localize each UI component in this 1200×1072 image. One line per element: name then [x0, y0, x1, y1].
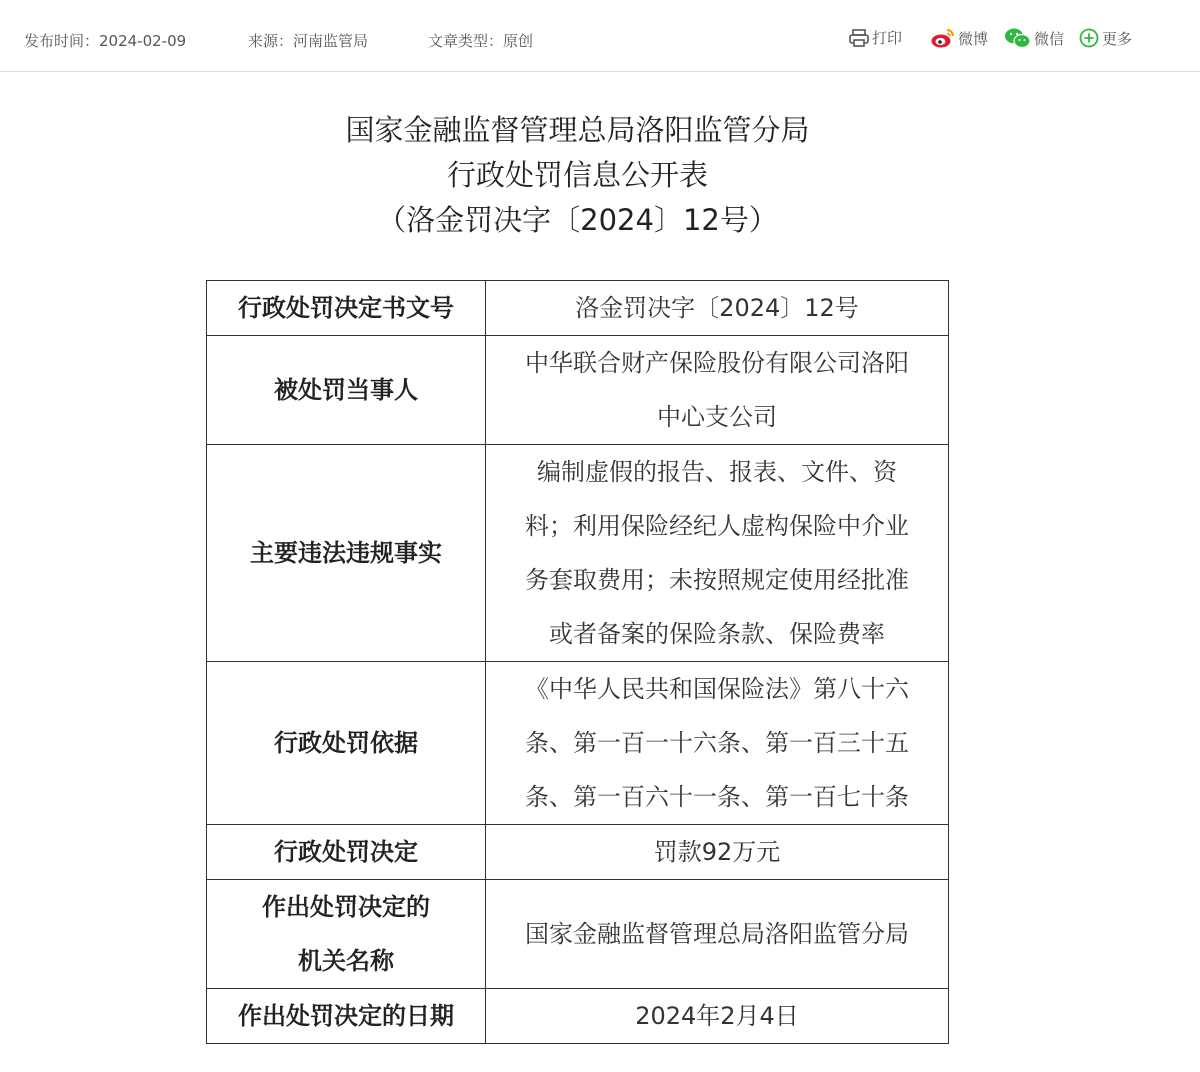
penalty-info-table [206, 280, 949, 1044]
print-label: 打印 [872, 29, 903, 47]
printer-icon [848, 28, 870, 48]
plus-circle-icon [1078, 27, 1100, 49]
more-share-button[interactable] [1078, 27, 1132, 49]
table-row [207, 336, 949, 445]
table-row [207, 880, 949, 989]
row-label: 被处罚当事人 [207, 336, 486, 445]
row-label: 行政处罚决定 [207, 825, 486, 880]
row-label: 作出处罚决定的日期 [207, 989, 486, 1044]
wechat-share-button[interactable] [1004, 27, 1064, 49]
table-row [207, 662, 949, 825]
row-label: 行政处罚决定书文号 [207, 281, 486, 336]
print-button[interactable] [848, 27, 902, 48]
wechat-icon [1004, 27, 1032, 49]
document-title-agency: 国家金融监督管理总局洛阳监管分局 [345, 113, 810, 147]
row-value: 国家金融监督管理总局洛阳监管分局 [486, 880, 949, 989]
more-label: 更多 [1102, 29, 1133, 48]
article-type: 文章类型：原创 [428, 32, 534, 50]
wechat-label: 微信 [1034, 29, 1065, 48]
row-label: 主要违法违规事实 [207, 445, 486, 662]
row-value: 中华联合财产保险股份有限公司洛阳 中心支公司 [486, 336, 949, 445]
row-value: 编制虚假的报告、报表、文件、资 料；利用保险经纪人虚构保险中介业 务套取费用；未按照规定使用经批准 或者备案的保险条款、保险费率 [486, 445, 949, 662]
article-meta-bar [0, 0, 1200, 72]
weibo-share-button[interactable] [930, 27, 988, 49]
weibo-icon [930, 27, 956, 49]
row-label: 行政处罚依据 [207, 662, 486, 825]
table-row [207, 445, 949, 662]
table-row [207, 989, 949, 1044]
weibo-label: 微博 [958, 29, 989, 48]
table-row [207, 281, 949, 336]
row-label: 作出处罚决定的 机关名称 [207, 880, 486, 989]
row-value: 洛金罚决字〔2024〕12号 [486, 281, 949, 336]
document-title-name: 行政处罚信息公开表 [446, 158, 708, 192]
article-source: 来源：河南监管局 [248, 32, 369, 50]
row-value: 2024年2月4日 [486, 989, 949, 1044]
row-value: 罚款92万元 [486, 825, 949, 880]
row-value: 《中华人民共和国保险法》第八十六 条、第一百一十六条、第一百三十五 条、第一百六十一条、第一百七十条 [486, 662, 949, 825]
document-title-number: （洛金罚决字〔2024〕12号） [377, 203, 778, 237]
publish-time: 发布时间：2024-02-09 [24, 32, 187, 50]
table-row [207, 825, 949, 880]
